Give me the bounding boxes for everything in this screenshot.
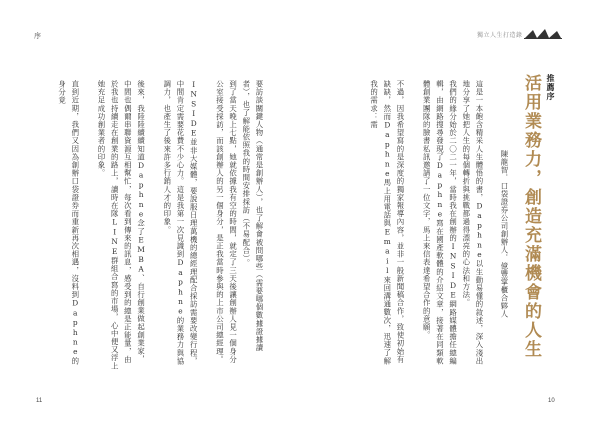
right-paragraph: 我們的緣分始於二〇二一年，當時我在創辦的INSIDE網路媒體擔任總編輯，由網路搜尋發現了Daphne寫在國產軟體的介紹文章，接著在同類軟體創業團隊的臉書私訊邀請了一位文字，馬上來信表達希望合作的意願。 — [422, 80, 458, 365]
right-paragraph: 不過，因我希望寫的是深度的獨家報導內容，並非一般新聞稿合作，致使初始有缺缺，然而Daphne馬上用電話與Email來回溝通數次，迅速了解我的需求：需 — [369, 80, 405, 365]
preface-author: 陳龍智．口袋證券公司創辦人．億豐掌櫃合夥人 — [500, 150, 509, 318]
page-number-right: 10 — [548, 398, 555, 404]
left-page-body — [40, 80, 266, 370]
running-header-left: 序 — [34, 33, 41, 40]
book-logo-icon — [523, 28, 563, 40]
left-paragraph: 後來，我陸陸續續知道Daphne念了EMBA、自行創業做起創業家，中間也偶爾串聯資源互相幫忙，每次看到傳來的訊息，感受到的總是正能量，由於我也持續走在創業的路上，讀時在隊LINE群組合寫的市場，心中便又浮上她充足成功創業者的印象。 — [96, 80, 146, 370]
left-paragraph: INSIDE並非大媒體，要說服日理萬機的總經理配合採訪需要改變行程，中間肯定需要花費不少心力。這是我第一次見識到Daphne的業務力與協調力，也產生了後來許多行銷人才的印象。 — [162, 80, 199, 365]
preface-title: 活用業務力，創造充滿機會的人生 — [521, 74, 541, 359]
preface-label: 推薦序 — [546, 74, 555, 101]
running-header-right: 獨立人生打造錄 — [477, 33, 523, 39]
left-paragraph: 要訪談關鍵人物（通常是創辦人），也了解會被問哪些（需要哪個數據證據讀者），也了解能依照我的時間安排採訪（不易配合）。 — [241, 80, 264, 352]
page-number-left: 11 — [36, 398, 43, 404]
left-paragraph: 到了當天晚上七點，她就依據我有空的時間，就定了三天後讓創辦人見一個身分公室接受採訪，而該創辦人的另一個身分，是正我當時參與的上市公司總經理。 — [215, 80, 238, 364]
left-paragraph: 直到近期，我們又因為創辦口袋證券而重新再次相遇，沒料到Daphne的身分竟 — [57, 80, 80, 365]
right-page-body — [320, 80, 486, 370]
right-paragraph: 這是一本飽含精采人生體悟的書，Daphne以生動易懂的敘述，深入淺出地分享了她把人生的每個轉折與挑戰都過得漂亮的心法和方法。 — [461, 80, 484, 365]
